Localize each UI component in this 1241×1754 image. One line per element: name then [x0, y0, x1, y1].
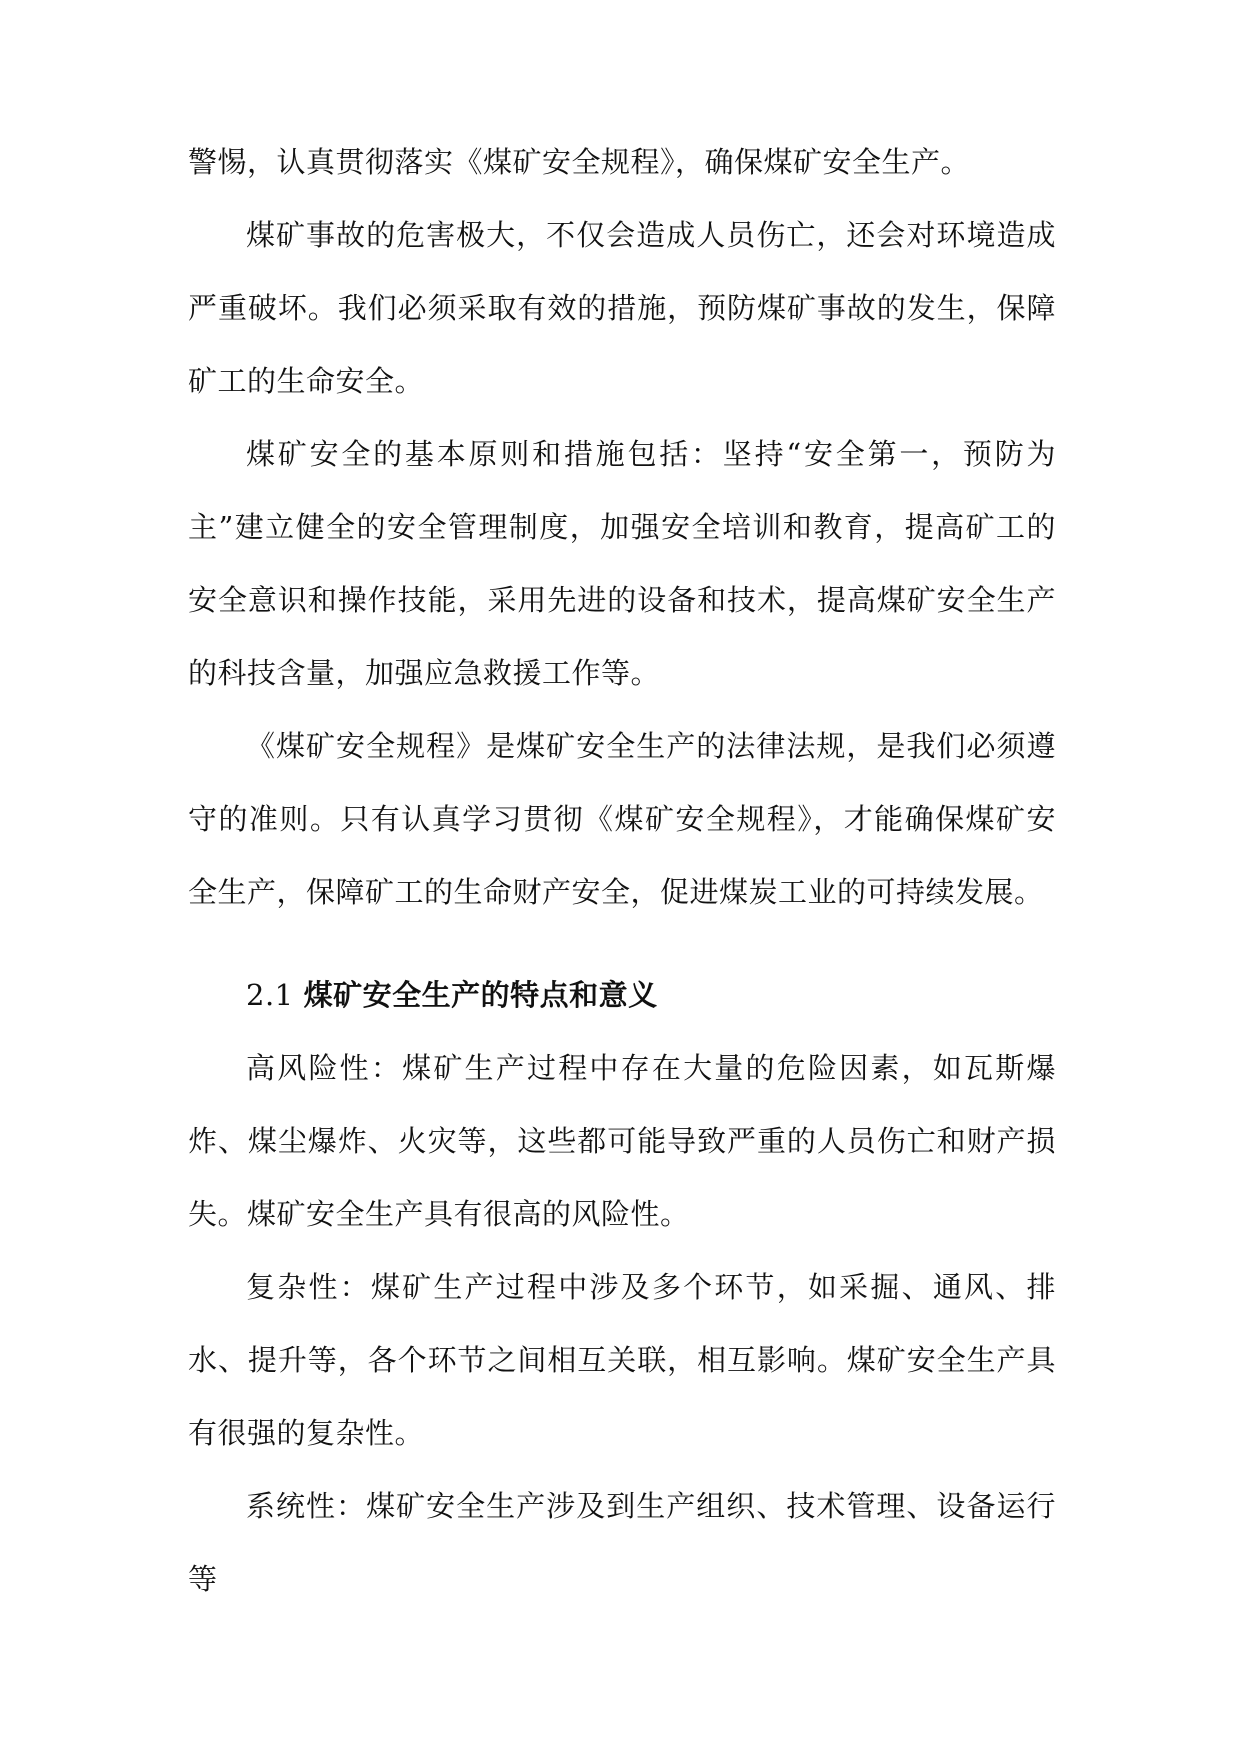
paragraph-safety-regulations: 《煤矿安全规程》是煤矿安全生产的法律法规，是我们必须遵守的准则。只有认真学习贯彻《煤矿安全规程》，才能确保煤矿安全生产，保障矿工的生命财产安全，促进煤炭工业的可持续发展。	[188, 729, 1056, 909]
section-number: 2.1	[246, 978, 294, 1012]
paragraph-complexity: 复杂性：煤矿生产过程中涉及多个环节，如采掘、通风、排水、提升等，各个环节之间相互关联，相互影响。煤矿安全生产具有很强的复杂性。	[188, 1270, 1056, 1450]
paragraph-systematic: 系统性：煤矿安全生产涉及到生产组织、技术管理、设备运行等	[188, 1489, 1056, 1596]
document-body	[188, 138, 1056, 1616]
paragraph-accident-harm: 煤矿事故的危害极大，不仅会造成人员伤亡，还会对环境造成严重破坏。我们必须采取有效的措施，预防煤矿事故的发生，保障矿工的生命安全。	[188, 218, 1056, 398]
paragraph-high-risk: 高风险性：煤矿生产过程中存在大量的危险因素，如瓦斯爆炸、煤尘爆炸、火灾等，这些都可能导致严重的人员伤亡和财产损失。煤矿安全生产具有很高的风险性。	[188, 1051, 1056, 1231]
section-heading	[188, 959, 1056, 1032]
paragraph-continued: 警惕，认真贯彻落实《煤矿安全规程》，确保煤矿安全生产。	[188, 145, 971, 179]
section-title: 煤矿安全生产的特点和意义	[303, 978, 658, 1012]
paragraph-safety-principles: 煤矿安全的基本原则和措施包括：坚持“安全第一，预防为主”建立健全的安全管理制度，加强安全培训和教育，提高矿工的安全意识和操作技能，采用先进的设备和技术，提高煤矿安全生产的科技含量，加强应急救援工作等。	[188, 437, 1056, 690]
